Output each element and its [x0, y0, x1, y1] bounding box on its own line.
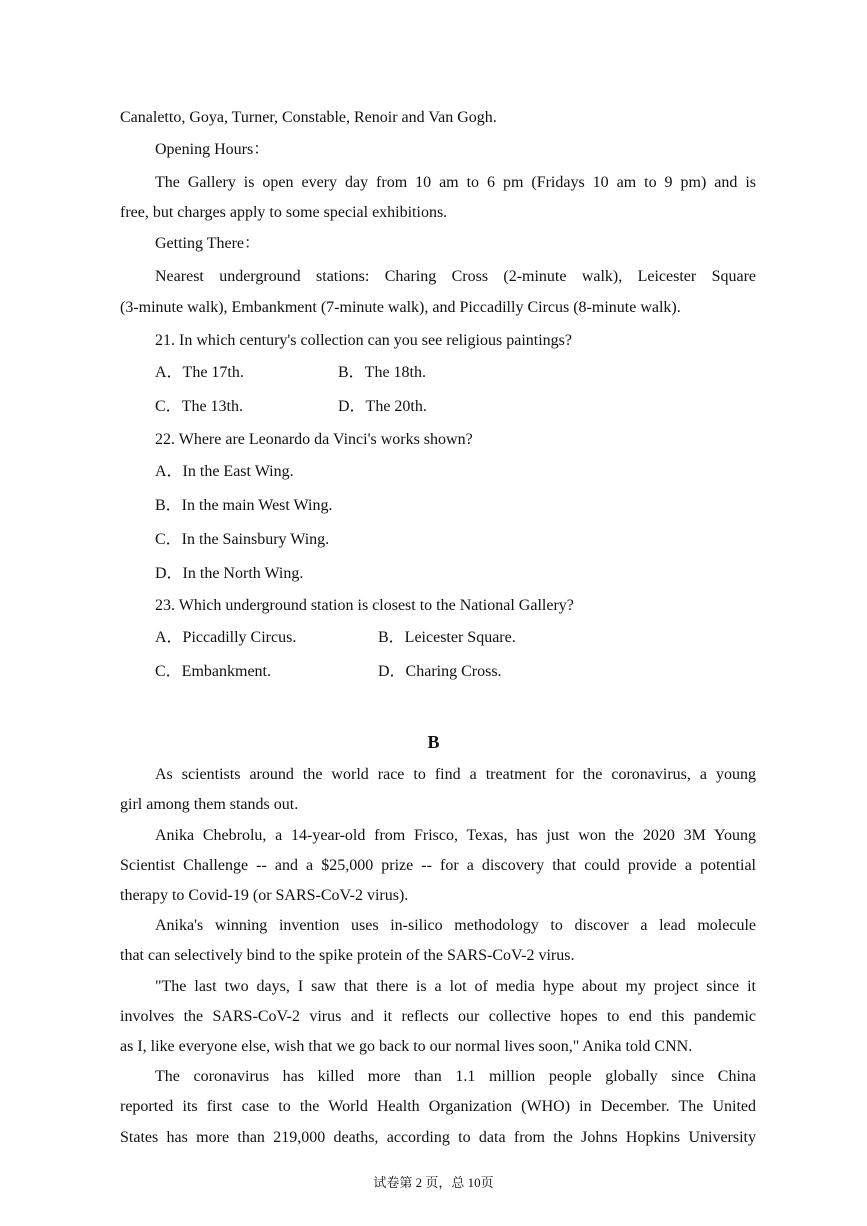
section-b-line: The coronavirus has killed more than 1.1 million people globally since China	[155, 1068, 756, 1085]
section-b-line: Anika Chebrolu, a 14-year-old from Frisco, Texas, has just won the 2020 3M Young	[155, 827, 756, 844]
section-b-line: that can selectively bind to the spike protein of the SARS-CoV-2 virus.	[120, 947, 575, 964]
section-b-line: "The last two days, I saw that there is a lot of media hype about my project since it	[155, 978, 756, 995]
section-b-line: Scientist Challenge -- and a $25,000 prize -- for a discovery that could provide a potential	[120, 857, 756, 874]
question-22-option-c[interactable]: C．In the Sainsbury Wing.	[155, 531, 330, 548]
section-b-line: girl among them stands out.	[120, 796, 299, 813]
question-23-stem: 23. Which underground station is closest to the National Gallery?	[155, 597, 574, 614]
question-21-option-b[interactable]: B．The 18th.	[338, 364, 426, 381]
question-22-option-d[interactable]: D．In the North Wing.	[155, 565, 304, 582]
opening-hours-heading: Opening Hours：	[155, 141, 270, 158]
section-b-line: as I, like everyone else, wish that we go back to our normal lives soon," Anika told CNN.	[120, 1038, 693, 1055]
getting-there-heading: Getting There：	[155, 235, 261, 252]
intro-tail-line: Canaletto, Goya, Turner, Constable, Renoir and Van Gogh.	[120, 109, 497, 126]
section-b-heading: B	[427, 732, 440, 752]
opening-hours-line: The Gallery is open every day from 10 am to 6 pm (Fridays 10 am to 9 pm) and is	[155, 174, 756, 191]
question-21-option-c[interactable]: C．The 13th.	[155, 398, 243, 415]
question-23-option-c[interactable]: C．Embankment.	[155, 663, 271, 680]
question-22-option-a[interactable]: A．In the East Wing.	[155, 463, 294, 480]
question-21-stem: 21. In which century's collection can you see religious paintings?	[155, 332, 572, 349]
question-21-option-a[interactable]: A．The 17th.	[155, 364, 244, 381]
section-b-line: Anika's winning invention uses in-silico methodology to discover a lead molecule	[155, 917, 756, 934]
question-23-option-a[interactable]: A．Piccadilly Circus.	[155, 629, 297, 646]
section-b-line: involves the SARS-CoV-2 virus and it reflects our collective hopes to end this pandemic	[120, 1008, 756, 1025]
getting-there-line: Nearest underground stations: Charing Cross (2-minute walk), Leicester Square	[155, 268, 756, 285]
getting-there-line: (3-minute walk), Embankment (7-minute walk), and Piccadilly Circus (8-minute walk).	[120, 299, 681, 316]
question-21-option-d[interactable]: D．The 20th.	[338, 398, 427, 415]
question-22-stem: 22. Where are Leonardo da Vinci's works shown?	[155, 431, 473, 448]
section-b-line: reported its first case to the World Health Organization (WHO) in December. The United	[120, 1098, 756, 1115]
question-23-option-d[interactable]: D．Charing Cross.	[378, 663, 502, 680]
section-b-line: States has more than 219,000 deaths, according to data from the Johns Hopkins University	[120, 1129, 756, 1146]
section-b-line: As scientists around the world race to find a treatment for the coronavirus, a young	[155, 766, 756, 783]
question-23-option-b[interactable]: B．Leicester Square.	[378, 629, 516, 646]
opening-hours-line: free, but charges apply to some special exhibitions.	[120, 204, 448, 221]
section-b-line: therapy to Covid-19 (or SARS-CoV-2 virus).	[120, 887, 409, 904]
page-footer: 试卷第 2 页，总 10页	[373, 1175, 494, 1190]
question-22-option-b[interactable]: B．In the main West Wing.	[155, 497, 333, 514]
